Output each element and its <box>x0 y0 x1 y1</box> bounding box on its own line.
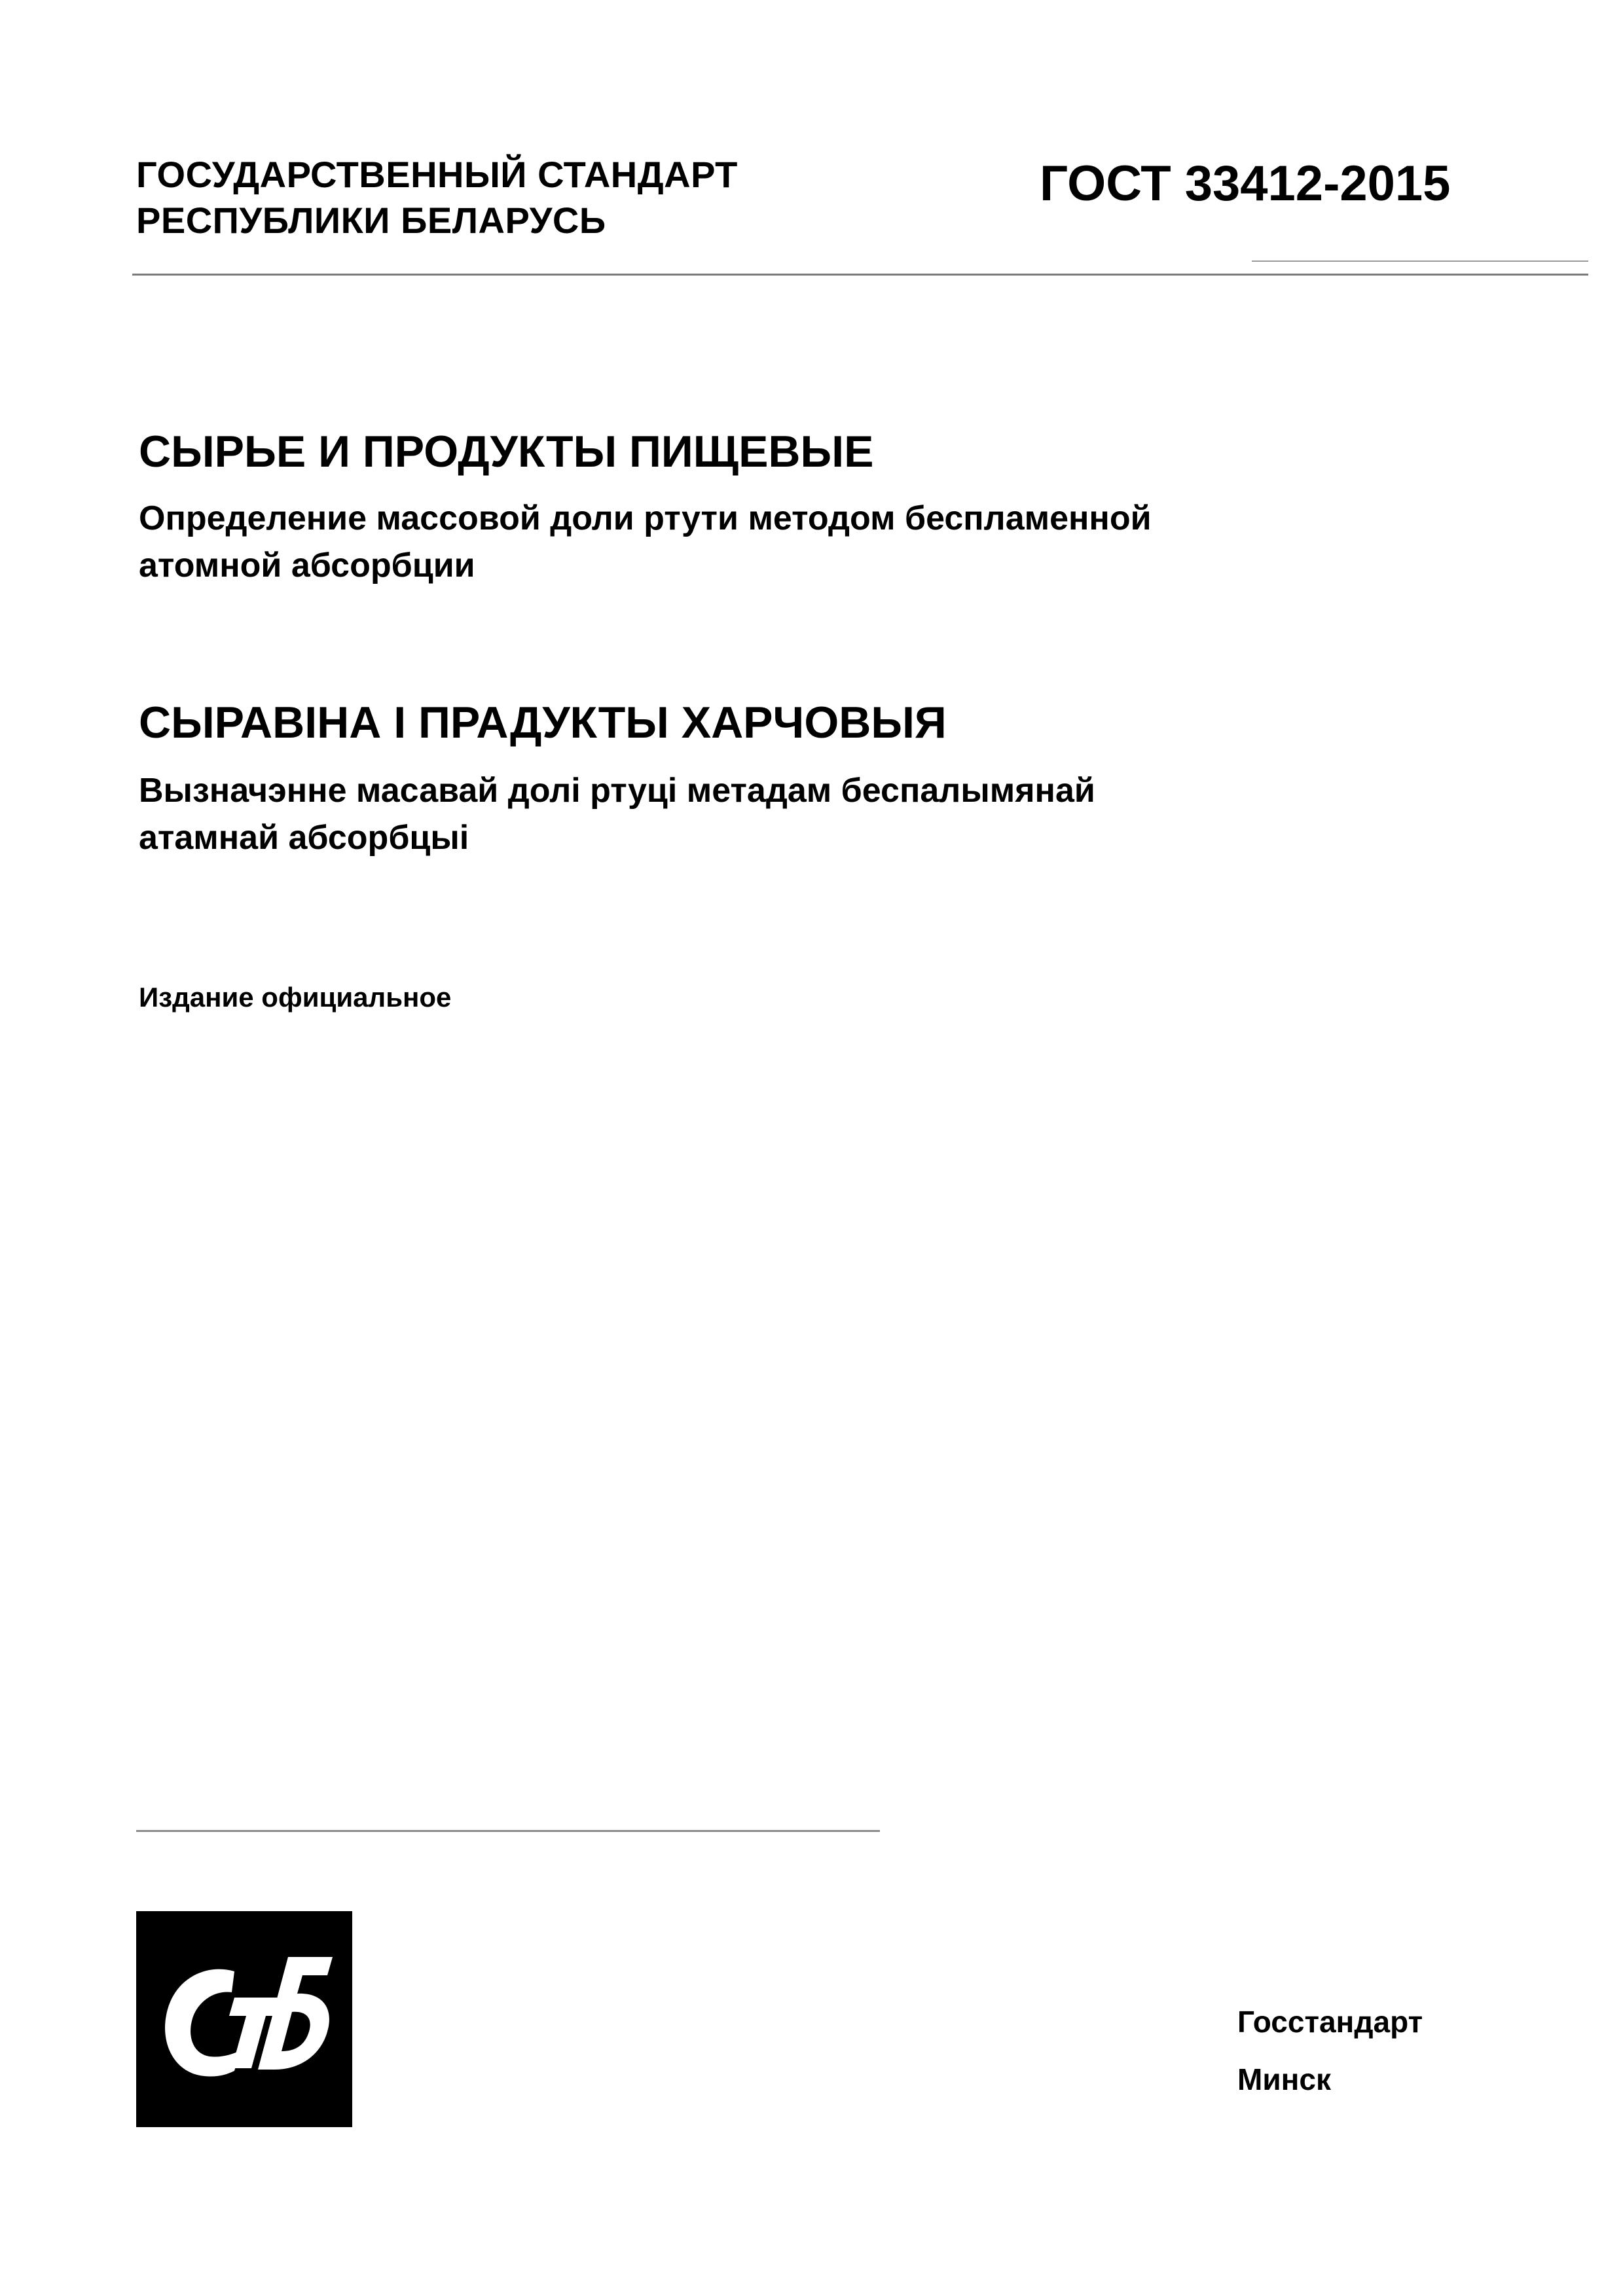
title-belarusian: СЫРАВІНА І ПРАДУКТЫ ХАРЧОВЫЯ <box>139 698 947 747</box>
subtitle-belarusian <box>139 767 1095 861</box>
header-divider <box>132 274 1588 276</box>
stb-logo-icon <box>136 1911 352 2127</box>
subtitle-belarusian-line-2: атамнай абсорбцыі <box>139 819 469 857</box>
subtitle-russian-line-1: Определение массовой доли ртути методом беспламенной <box>139 499 1152 537</box>
publisher-name: Госстандарт <box>1237 2005 1423 2039</box>
edition-label: Издание официальное <box>139 982 452 1013</box>
issuer-line-2: РЕСПУБЛИКИ БЕЛАРУСЬ <box>136 200 606 241</box>
stb-logo <box>136 1911 352 2127</box>
publication-city: Минск <box>1237 2062 1331 2096</box>
subtitle-russian <box>139 495 1152 589</box>
issuer-line-1: ГОСУДАРСТВЕННЫЙ СТАНДАРТ <box>136 154 738 195</box>
standard-number: ГОСТ 33412-2015 <box>1040 156 1451 211</box>
footer-divider <box>136 1830 880 1832</box>
subtitle-russian-line-2: атомной абсорбции <box>139 547 475 584</box>
title-russian: СЫРЬЕ И ПРОДУКТЫ ПИЩЕВЫЕ <box>139 427 874 476</box>
subtitle-belarusian-line-1: Вызначэнне масавай долі ртуці метадам беспалымянай <box>139 772 1095 810</box>
header-divider-short <box>1252 260 1588 262</box>
issuer-block <box>136 152 738 243</box>
